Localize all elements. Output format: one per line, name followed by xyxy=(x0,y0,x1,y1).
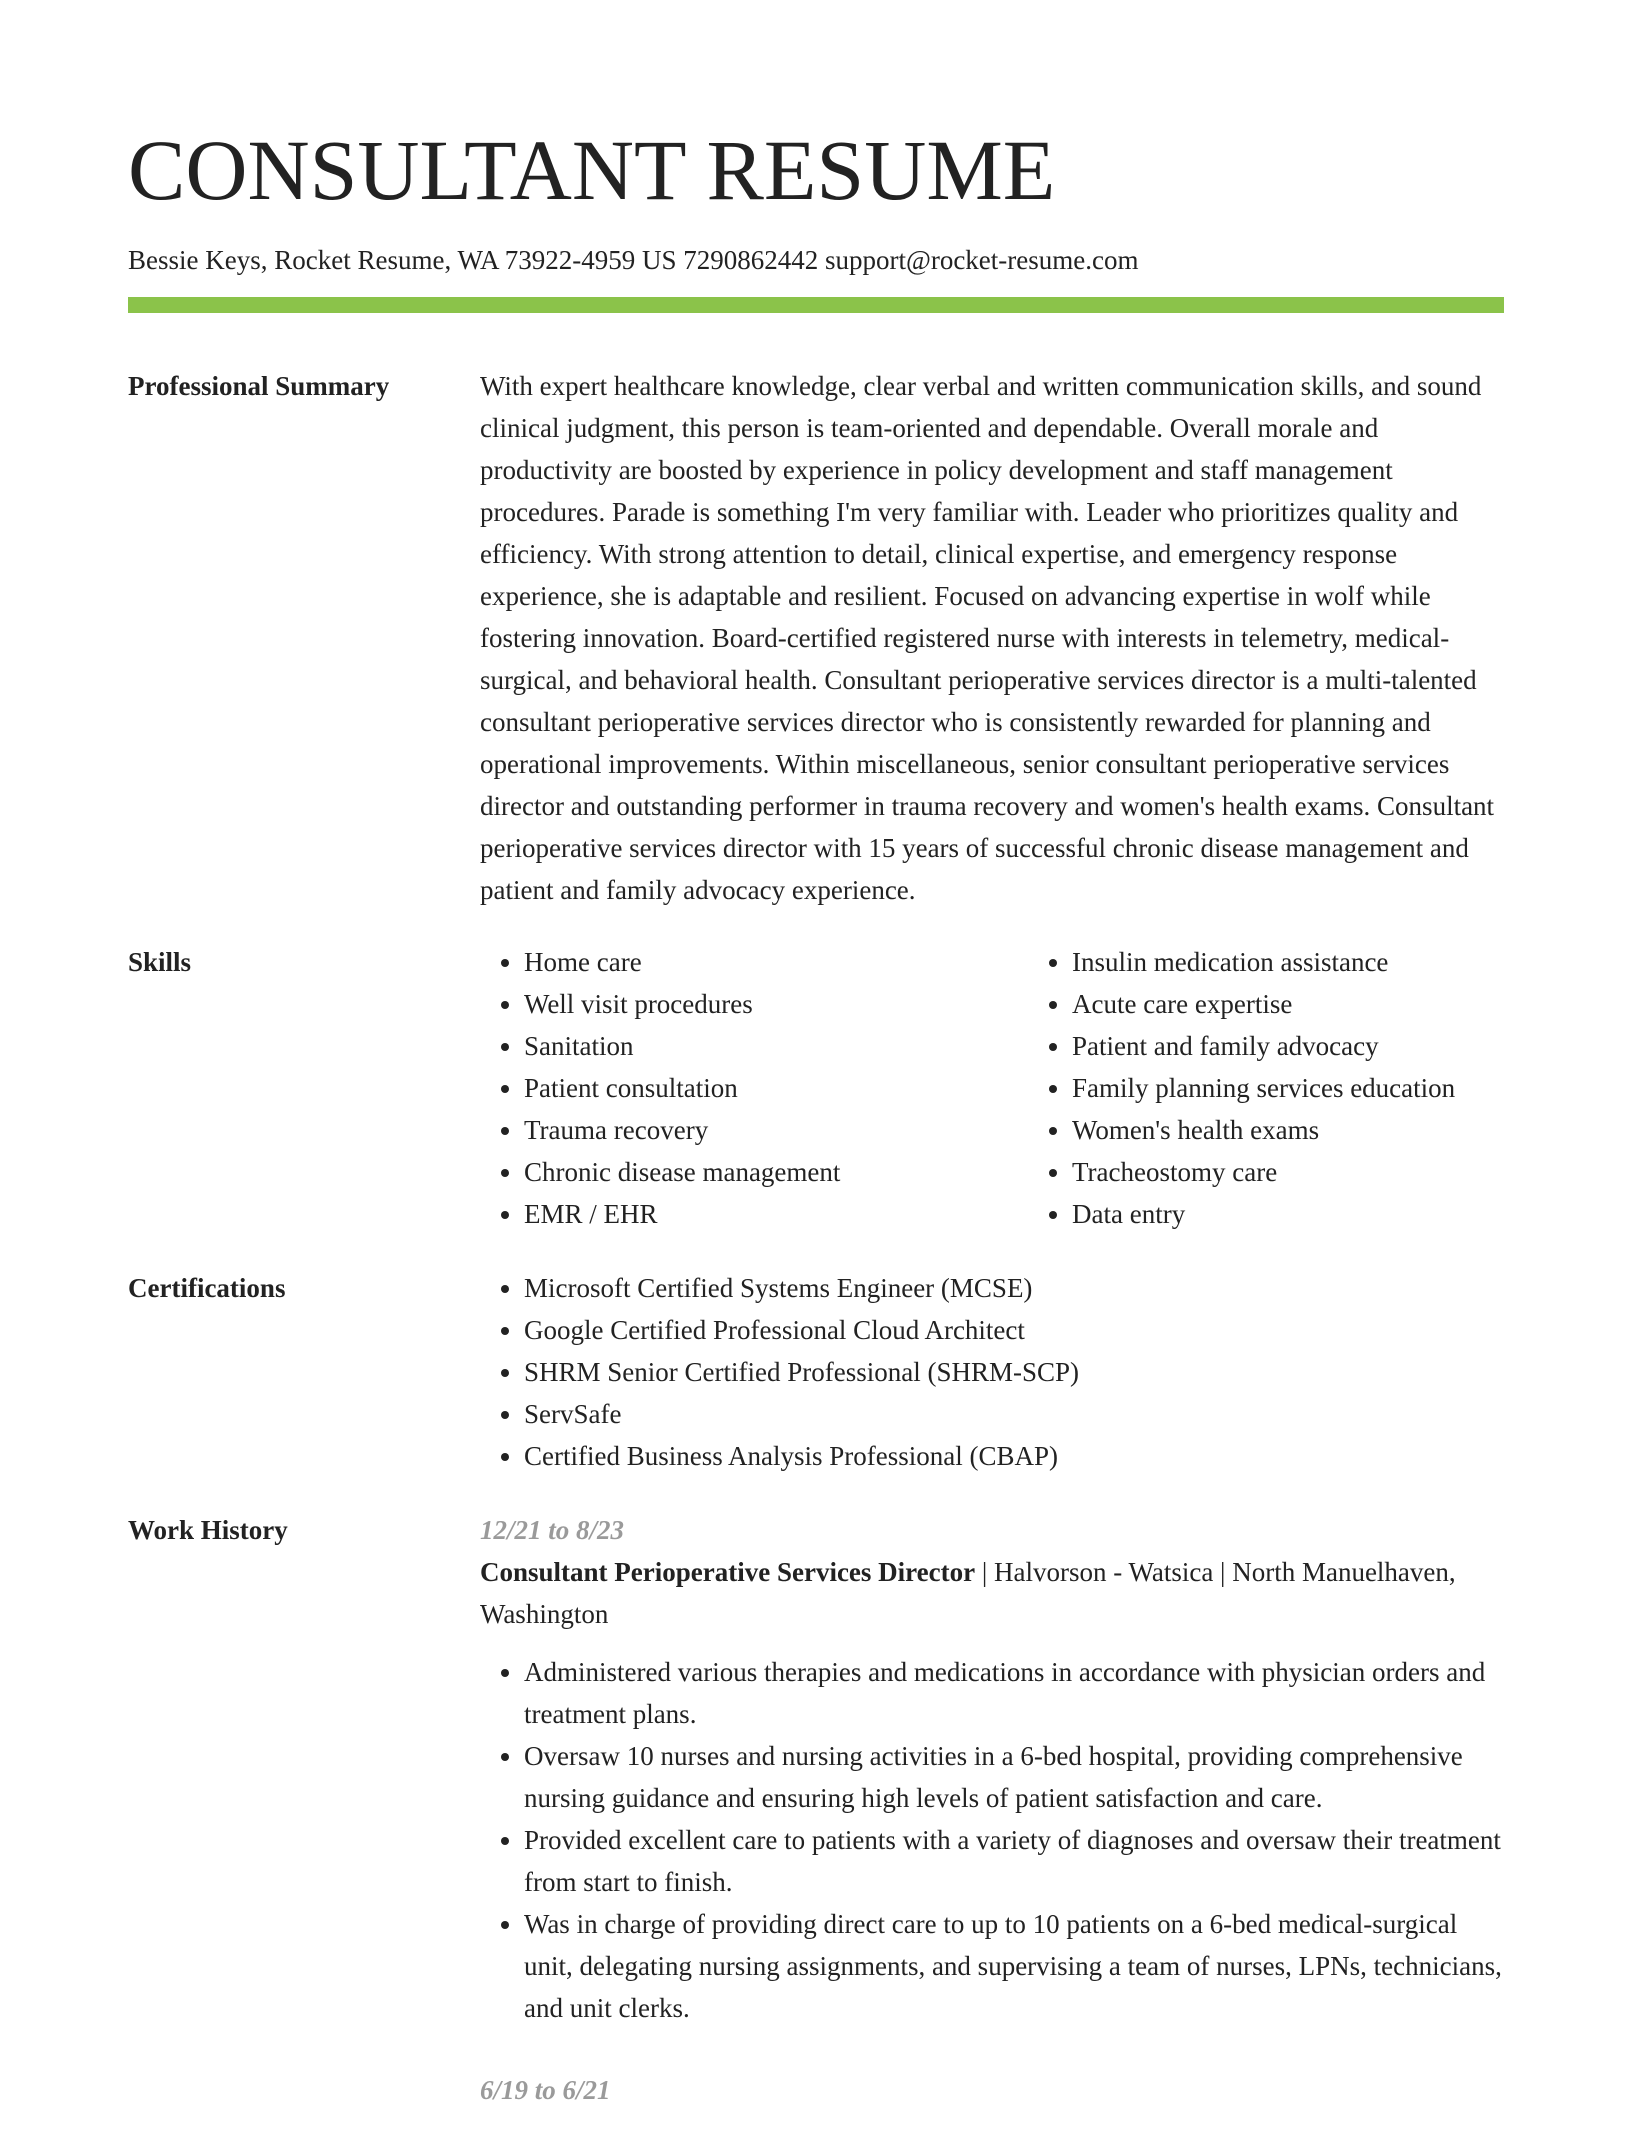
job-entry xyxy=(480,2069,1504,2111)
section-label-summary: Professional Summary xyxy=(128,371,390,401)
skill-item: • Data entry xyxy=(1072,1193,1576,1235)
section-label-work-history: Work History xyxy=(128,1515,288,1545)
certification-item: • ServSafe xyxy=(524,1393,1504,1435)
skill-item: • Patient consultation xyxy=(524,1067,1028,1109)
job-entry xyxy=(480,1509,1504,2029)
contact-line: Bessie Keys, Rocket Resume, WA 73922-4959 US 7290862442 support@rocket-resume.com xyxy=(128,245,1139,275)
certifications-section xyxy=(128,1267,1504,1477)
job-bullet: • Provided excellent care to patients with a variety of diagnoses and oversaw their treatment from start to finish. xyxy=(524,1819,1504,1903)
skill-item: • Family planning services education xyxy=(1072,1067,1576,1109)
skill-item: • Insulin medication assistance xyxy=(1072,941,1576,983)
skill-item: • Tracheostomy care xyxy=(1072,1151,1576,1193)
job-title: Consultant Perioperative Services Director xyxy=(480,1557,976,1587)
certification-item: • Microsoft Certified Systems Engineer (MCSE) xyxy=(524,1267,1504,1309)
certification-item: • SHRM Senior Certified Professional (SHRM-SCP) xyxy=(524,1351,1504,1393)
job-bullet: • Administered various therapies and medications in accordance with physician orders and treatment plans. xyxy=(524,1651,1504,1735)
certifications-list xyxy=(480,1267,1504,1477)
job-bullet: • Was in charge of providing direct care to up to 10 patients on a 6-bed medical-surgical unit, delegating nursing assignments, and supervising a team of nurses, LPNs, technicians, and unit clerks. xyxy=(524,1903,1504,2029)
skill-item: • Sanitation xyxy=(524,1025,1028,1067)
job-dates: 12/21 to 8/23 xyxy=(480,1515,625,1545)
skill-item: • Patient and family advocacy xyxy=(1072,1025,1576,1067)
certification-item: • Certified Business Analysis Professional (CBAP) xyxy=(524,1435,1504,1477)
job-header xyxy=(480,1551,1504,1635)
skill-item: • Well visit procedures xyxy=(524,983,1028,1025)
summary-text: With expert healthcare knowledge, clear verbal and written communication skills, and sound clinical judgment, this person is team-oriented and dependable. Overall morale and productivity are boosted by experience in policy development and staff management procedures. Parade is something I'm very familiar with. Leader who prioritizes quality and efficiency. With strong attention to detail, clinical expertise, and emergency response experience, she is adaptable and resilient. Focused on advancing expertise in wolf while fostering innovation. Board-certified registered nurse with interests in telemetry, medical-surgical, and behavioral health. Consultant perioperative services director is a multi-talented consultant perioperative services director who is consistently rewarded for planning and operational improvements. Within miscellaneous, senior consultant perioperative services director and outstanding performer in trauma recovery and women's health exams. Consultant perioperative services director with 15 years of successful chronic disease management and patient and family advocacy experience. xyxy=(480,371,1495,905)
job-dates: 6/19 to 6/21 xyxy=(480,2075,611,2105)
job-details: | Halvorson - Watsica | North Manuelhaven, Washington xyxy=(480,1557,1456,1629)
skill-item: • Trauma recovery xyxy=(524,1109,1028,1151)
section-label-certifications: Certifications xyxy=(128,1273,286,1303)
skills-list-right xyxy=(1028,941,1576,1235)
certification-item: • Google Certified Professional Cloud Architect xyxy=(524,1309,1504,1351)
skill-item: • Acute care expertise xyxy=(1072,983,1576,1025)
resume-title: CONSULTANT RESUME xyxy=(128,122,1056,218)
skill-item: • Home care xyxy=(524,941,1028,983)
skills-columns xyxy=(480,941,1576,1235)
skill-item: • EMR / EHR xyxy=(524,1193,1028,1235)
skills-section xyxy=(128,941,1504,1235)
header-accent-rule xyxy=(128,297,1504,313)
resume-page xyxy=(128,0,1504,2151)
skill-item: • Chronic disease management xyxy=(524,1151,1028,1193)
skills-list-left xyxy=(480,941,1028,1235)
job-bullets xyxy=(480,1651,1504,2029)
section-label-skills: Skills xyxy=(128,947,192,977)
work-history-section xyxy=(128,1509,1504,2151)
professional-summary-section xyxy=(128,365,1504,911)
skill-item: • Women's health exams xyxy=(1072,1109,1576,1151)
job-bullet: • Oversaw 10 nurses and nursing activities in a 6-bed hospital, providing comprehensive nursing guidance and ensuring high levels of patient satisfaction and care. xyxy=(524,1735,1504,1819)
